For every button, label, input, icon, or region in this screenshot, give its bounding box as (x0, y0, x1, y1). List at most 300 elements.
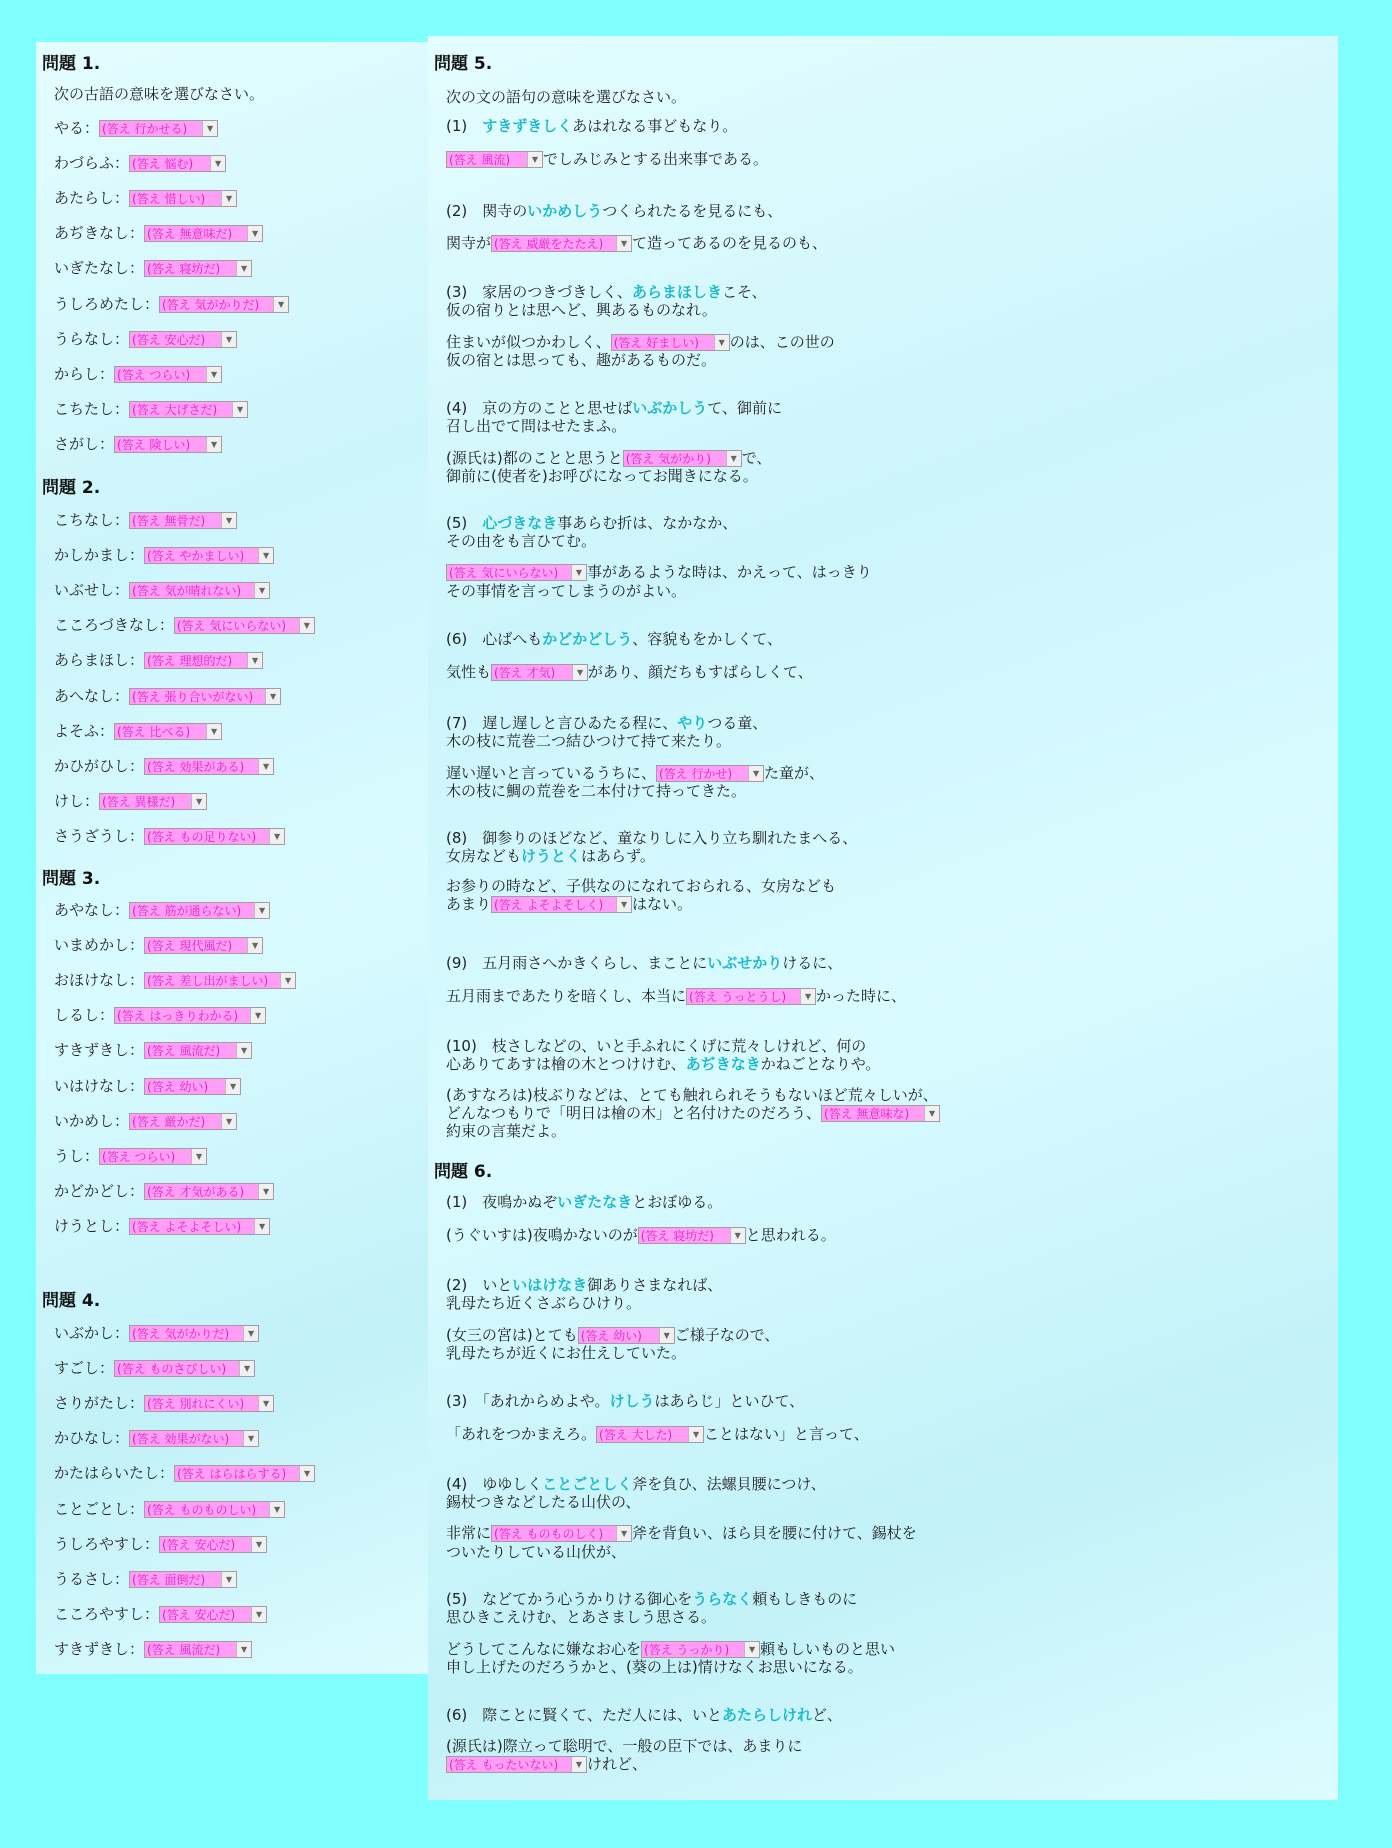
answer-value: (答え 異様だ) (102, 794, 176, 809)
answer-select[interactable] (611, 334, 730, 351)
chevron-down-icon[interactable]: ▼ (744, 1642, 759, 1657)
answer-value: (答え 厳かだ) (132, 1114, 206, 1129)
answer-select[interactable] (129, 512, 237, 529)
translation-line (446, 1425, 869, 1444)
chevron-down-icon[interactable]: ▼ (221, 1572, 236, 1587)
chevron-down-icon[interactable]: ▼ (730, 1228, 745, 1243)
chevron-down-icon[interactable]: ▼ (210, 156, 225, 171)
text: た童が、 (764, 764, 825, 782)
answer-value: (答え 才気がある) (147, 1184, 245, 1199)
chevron-down-icon[interactable]: ▼ (221, 191, 236, 206)
answer-value: (答え 風流だ) (147, 1044, 221, 1059)
highlight-word: あぢきなき (685, 1055, 761, 1073)
answer-select[interactable] (144, 758, 274, 775)
vocab-row (54, 615, 315, 635)
text: (6) 心ばへも (446, 630, 543, 648)
chevron-down-icon[interactable]: ▼ (616, 236, 631, 251)
vocab-row (54, 258, 252, 278)
original-sentence (446, 630, 782, 649)
chevron-down-icon[interactable]: ▼ (273, 297, 288, 312)
original-sentence (446, 954, 842, 973)
answer-value: (答え 険しい) (117, 437, 191, 452)
text: あまり (446, 895, 492, 913)
vocab-word: いはけなし： (54, 1076, 145, 1095)
vocab-word: さりがたし： (54, 1394, 145, 1413)
text: (10) 枝さしなどの、いと手ふれにくげに荒々しけれど、何の (446, 1037, 867, 1055)
answer-select[interactable] (99, 793, 207, 810)
answer-value: (答え 気にいらない) (449, 566, 559, 580)
text: はない。 (632, 895, 693, 913)
highlight-word: いはけなき (512, 1276, 588, 1294)
text: (8) 御参りのほどなど、童なりしに入り立ち馴れたまへる、 (446, 829, 858, 847)
text: 仮の宿りとは思へど、興あるものなれ。 (446, 301, 717, 319)
text: 御ありさまなれば、 (587, 1276, 723, 1294)
chevron-down-icon[interactable]: ▼ (714, 335, 729, 350)
highlight-word: うらなく (692, 1590, 753, 1608)
vocab-row (54, 1146, 207, 1166)
text: つくられたるを見るにも、 (602, 202, 783, 220)
answer-value: (答え ものものしく) (494, 1527, 604, 1541)
translation-line (446, 351, 716, 370)
q5-title: 問題 5. (434, 54, 493, 74)
answer-select[interactable] (144, 652, 263, 669)
answer-select[interactable] (638, 1227, 746, 1244)
text: けるに、 (782, 954, 843, 972)
answer-select[interactable] (129, 190, 237, 207)
chevron-down-icon[interactable]: ▼ (299, 618, 314, 633)
vocab-word: すきずきし： (54, 1041, 145, 1060)
answer-select[interactable] (491, 896, 632, 913)
chevron-down-icon[interactable]: ▼ (225, 1079, 240, 1094)
answer-select[interactable] (446, 1756, 587, 1773)
answer-select[interactable] (656, 765, 764, 782)
text: つる童、 (707, 714, 768, 732)
chevron-down-icon[interactable]: ▼ (247, 226, 262, 241)
vocab-row (54, 1639, 252, 1659)
vocab-row (54, 686, 281, 706)
vocab-word: あぢきなし： (54, 224, 145, 243)
text: ど、 (811, 1706, 842, 1724)
answer-select[interactable] (129, 688, 281, 705)
original-sentence (446, 1193, 722, 1212)
translation-line (446, 1543, 626, 1562)
chevron-down-icon[interactable]: ▼ (748, 766, 763, 781)
chevron-down-icon[interactable]: ▼ (221, 513, 236, 528)
answer-value: (答え 比べる) (117, 724, 191, 739)
highlight-word: けうとく (521, 847, 582, 865)
chevron-down-icon[interactable]: ▼ (247, 653, 262, 668)
text: 乳母たちが近くにお仕えしていた。 (446, 1344, 687, 1362)
answer-select[interactable] (114, 723, 222, 740)
answer-select[interactable] (129, 902, 270, 919)
translation-line (446, 782, 746, 801)
translation-line (446, 895, 692, 914)
original-sentence (446, 399, 782, 418)
chevron-down-icon[interactable]: ▼ (254, 1219, 269, 1234)
text: 住まいが似つかわしく、 (446, 333, 611, 351)
answer-select[interactable] (144, 547, 274, 564)
text: お参りの時など、子供なのになれておられる、女房なども (446, 877, 837, 895)
chevron-down-icon[interactable]: ▼ (243, 1431, 258, 1446)
translation-line (446, 1226, 836, 1245)
chevron-down-icon[interactable]: ▼ (280, 973, 295, 988)
text: があり、顔だちもすばらしくて、 (588, 663, 813, 681)
answer-select[interactable] (174, 617, 315, 634)
chevron-down-icon[interactable]: ▼ (247, 938, 262, 953)
q1-title: 問題 1. (42, 54, 101, 74)
original-sentence (446, 532, 596, 551)
text: 召し出でて問はせたまふ。 (446, 417, 627, 435)
original-sentence (446, 117, 737, 136)
vocab-row (54, 1181, 274, 1201)
vocab-row (54, 545, 274, 565)
text: その事情を言ってしまうのがよい。 (446, 582, 687, 600)
chevron-down-icon[interactable]: ▼ (202, 121, 217, 136)
answer-select[interactable] (144, 828, 285, 845)
vocab-word: いぎたなし： (54, 259, 145, 278)
highlight-word: あらまほしき (631, 283, 722, 301)
original-sentence (446, 417, 626, 436)
text: て造ってあるのを見るのも、 (632, 234, 828, 252)
vocab-row (54, 1111, 237, 1131)
translation-line (446, 764, 824, 783)
chevron-down-icon[interactable]: ▼ (250, 1008, 265, 1023)
original-sentence (446, 1294, 641, 1313)
text: どんなつもりで「明日は檜の木」と名付けたのだろう、 (446, 1104, 822, 1122)
chevron-down-icon[interactable]: ▼ (258, 1396, 273, 1411)
highlight-word: ことごとしく (542, 1475, 633, 1493)
translation-line (446, 663, 813, 682)
highlight-word: 心づきなき (482, 514, 558, 532)
chevron-down-icon[interactable]: ▼ (254, 583, 269, 598)
chevron-down-icon[interactable]: ▼ (571, 565, 586, 580)
answer-select[interactable] (159, 1536, 267, 1553)
answer-select[interactable] (821, 1105, 940, 1122)
answer-select[interactable] (596, 1426, 704, 1443)
answer-value: (答え 気がかりだ) (132, 1327, 230, 1341)
text: ついたりしている山伏が、 (446, 1543, 627, 1561)
original-sentence (446, 1475, 826, 1494)
chevron-down-icon[interactable]: ▼ (258, 548, 273, 563)
chevron-down-icon[interactable]: ▼ (659, 1328, 674, 1343)
vocab-row (54, 1499, 285, 1519)
vocab-row (54, 1428, 259, 1448)
answer-select[interactable] (144, 972, 296, 989)
answer-select[interactable] (99, 1148, 207, 1165)
vocab-row (54, 153, 226, 173)
text: 木の枝に鯛の荒巻を二本付けて持ってきた。 (446, 782, 747, 800)
vocab-row (54, 580, 270, 600)
translation-line (446, 582, 686, 601)
answer-select[interactable] (159, 296, 289, 313)
chevron-down-icon[interactable]: ▼ (616, 897, 631, 912)
answer-select[interactable] (144, 937, 263, 954)
text: かった時に、 (816, 987, 907, 1005)
vocab-row (54, 329, 237, 349)
chevron-down-icon[interactable]: ▼ (571, 1757, 586, 1772)
text: (2) 関寺の (446, 202, 528, 220)
answer-value: (答え 才気) (494, 666, 556, 680)
chevron-down-icon[interactable]: ▼ (251, 1537, 266, 1552)
vocab-word: わづらふ： (54, 154, 130, 173)
answer-value: (答え よそよそしい) (132, 1219, 242, 1234)
vocab-row (54, 1534, 267, 1554)
answer-select[interactable] (114, 1360, 255, 1377)
highlight-word: いぶせかり (707, 954, 783, 972)
vocab-row (54, 1323, 259, 1343)
text: 斧を負ひ、法螺貝腰につけ、 (632, 1475, 826, 1493)
text: 五月雨まであたりを暗くし、本当に (446, 987, 687, 1005)
text: (うぐいすは)夜鳴かないのが (446, 1226, 638, 1244)
text: (7) 遅し遅しと言ひゐたる程に、 (446, 714, 678, 732)
answer-select[interactable] (491, 235, 632, 252)
answer-value: (答え 悩む) (132, 157, 194, 172)
answer-select[interactable] (144, 1501, 285, 1518)
chevron-down-icon[interactable]: ▼ (572, 665, 587, 680)
chevron-down-icon[interactable]: ▼ (269, 829, 284, 844)
highlight-word: いかめしう (527, 202, 603, 220)
answer-value: (答え 無意味だ) (147, 227, 233, 242)
chevron-down-icon[interactable]: ▼ (206, 367, 221, 382)
answer-select[interactable] (129, 331, 237, 348)
answer-select[interactable] (144, 1395, 274, 1412)
translation-line (446, 449, 771, 468)
chevron-down-icon[interactable]: ▼ (258, 1184, 273, 1199)
vocab-row (54, 1569, 237, 1589)
text: 関寺が (446, 234, 492, 252)
answer-select[interactable] (144, 260, 252, 277)
answer-select[interactable] (129, 1113, 237, 1130)
answer-value: (答え 風流だ) (147, 1642, 221, 1657)
answer-value: (答え 効果がない) (132, 1432, 230, 1447)
vocab-word: おほけなし： (54, 971, 145, 990)
original-sentence (446, 1706, 842, 1725)
text: 頼もしきものに (752, 1590, 858, 1608)
original-sentence (446, 1590, 857, 1609)
chevron-down-icon[interactable]: ▼ (236, 261, 251, 276)
original-sentence (446, 283, 767, 302)
vocab-word: うらなし： (54, 329, 130, 348)
q1-instruction: 次の古語の意味を選びなさい。 (54, 85, 265, 103)
text: 心ありてあすは檜の木とつけけむ、 (446, 1055, 686, 1073)
answer-value: (答え 安心だ) (162, 1537, 236, 1552)
answer-value: (答え 筋が通らない) (132, 904, 242, 918)
answer-select[interactable] (446, 564, 587, 581)
vocab-row (54, 756, 274, 776)
text: 事があるような時は、かえって、はっきり (587, 563, 872, 581)
text: (6) 際ことに賢くて、ただ人には、いと (446, 1706, 722, 1724)
vocab-row (54, 1076, 241, 1096)
original-sentence (446, 1037, 866, 1056)
vocab-row (54, 1463, 315, 1483)
vocab-row (54, 399, 248, 419)
vocab-word: こころづきなし： (54, 616, 174, 635)
answer-value: (答え 風流) (449, 153, 511, 167)
text: 事あらむ折は、なかなか、 (557, 514, 738, 532)
vocab-word: けうとし： (54, 1216, 130, 1235)
original-sentence (446, 1493, 640, 1512)
chevron-down-icon[interactable]: ▼ (236, 1043, 251, 1058)
answer-value: (答え 安心だ) (162, 1607, 236, 1622)
text: こそ、 (721, 283, 767, 301)
chevron-down-icon[interactable]: ▼ (924, 1106, 939, 1121)
chevron-down-icon[interactable]: ▼ (236, 1642, 251, 1657)
answer-select[interactable] (99, 120, 218, 137)
vocab-word: こころやすし： (54, 1604, 160, 1623)
answer-select[interactable] (129, 401, 248, 418)
chevron-down-icon[interactable]: ▼ (299, 1466, 314, 1481)
translation-line (446, 1737, 802, 1756)
answer-select[interactable] (144, 225, 263, 242)
text: 錫杖つきなどしたる山伏の、 (446, 1493, 641, 1511)
text: 女房なども (446, 847, 522, 865)
text: 気性も (446, 663, 492, 681)
translation-line (446, 467, 758, 486)
answer-select[interactable] (174, 1465, 315, 1482)
vocab-word: やる： (54, 119, 100, 137)
vocab-row (54, 118, 218, 138)
highlight-word: やり (677, 714, 708, 732)
translation-line (446, 1524, 917, 1543)
highlight-word: いぶかしう (632, 399, 708, 417)
chevron-down-icon[interactable]: ▼ (191, 1149, 206, 1164)
translation-line (446, 1755, 647, 1774)
answer-select[interactable] (686, 988, 816, 1005)
vocab-word: からし： (54, 364, 115, 383)
original-sentence (446, 1392, 804, 1411)
answer-value: (答え 寝坊だ) (147, 262, 221, 277)
answer-select[interactable] (159, 1606, 267, 1623)
answer-select[interactable] (114, 1007, 266, 1024)
vocab-word: かたはらいたし： (54, 1464, 175, 1483)
vocab-word: しるし： (54, 1006, 115, 1025)
answer-value: (答え 現代風だ) (147, 939, 233, 954)
vocab-word: かどかどし： (54, 1181, 145, 1200)
answer-value: (答え やかましい) (147, 549, 245, 564)
q5-instruction: 次の文の語句の意味を選びなさい。 (446, 88, 687, 106)
chevron-down-icon[interactable]: ▼ (232, 402, 247, 417)
chevron-down-icon[interactable]: ▼ (251, 1607, 266, 1622)
chevron-down-icon[interactable]: ▼ (269, 1502, 284, 1517)
text: (源氏は)都のことと思うと (446, 449, 623, 467)
answer-value: (答え うっとうし) (689, 990, 787, 1004)
answer-select[interactable] (623, 450, 742, 467)
answer-select[interactable] (446, 151, 543, 168)
text: あはれなる事どもなり。 (572, 117, 738, 135)
vocab-row (54, 294, 289, 314)
chevron-down-icon[interactable]: ▼ (726, 451, 741, 466)
text: (女三の宮は)とても (446, 1326, 578, 1344)
chevron-down-icon[interactable]: ▼ (527, 152, 542, 167)
vocab-word: あやなし： (54, 901, 130, 919)
vocab-row (54, 791, 207, 811)
chevron-down-icon[interactable]: ▼ (616, 1526, 631, 1541)
text: はあらじ」といひて、 (654, 1392, 805, 1410)
chevron-down-icon[interactable]: ▼ (258, 759, 273, 774)
answer-select[interactable] (144, 1078, 241, 1095)
text: 御前に(使者を)お呼びになってお聞きになる。 (446, 467, 758, 485)
answer-value: (答え つらい) (102, 1149, 176, 1164)
chevron-down-icon[interactable]: ▼ (191, 794, 206, 809)
text: (2) いと (446, 1276, 513, 1294)
answer-value: (答え 別れにくい) (147, 1397, 245, 1412)
answer-select[interactable] (491, 664, 588, 681)
answer-value: (答え うっかり) (644, 1643, 730, 1657)
q6-title: 問題 6. (434, 1162, 493, 1182)
answer-select[interactable] (144, 1183, 274, 1200)
vocab-row (54, 434, 222, 454)
chevron-down-icon[interactable]: ▼ (254, 903, 269, 918)
answer-select[interactable] (129, 1325, 259, 1342)
original-sentence (446, 714, 767, 733)
chevron-down-icon[interactable]: ▼ (221, 332, 236, 347)
q2-title: 問題 2. (42, 478, 101, 498)
answer-value: (答え 寝坊だ) (640, 1229, 714, 1243)
answer-select[interactable] (578, 1327, 675, 1344)
text: ことはない」と言って、 (704, 1425, 869, 1443)
original-sentence (446, 514, 737, 533)
text: のは、この世の (729, 333, 835, 351)
answer-select[interactable] (491, 1525, 632, 1542)
answer-select[interactable] (144, 1042, 252, 1059)
answer-value: (答え 幼い) (580, 1329, 642, 1343)
translation-line (446, 234, 827, 253)
original-sentence (446, 847, 655, 866)
vocab-word: ことごとし： (54, 1499, 145, 1518)
vocab-row (54, 970, 296, 990)
answer-select[interactable] (114, 366, 222, 383)
translation-line (446, 1122, 566, 1141)
text: 非常に (446, 1524, 492, 1542)
chevron-down-icon[interactable]: ▼ (206, 724, 221, 739)
chevron-down-icon[interactable]: ▼ (800, 989, 815, 1004)
chevron-down-icon[interactable]: ▼ (239, 1361, 254, 1376)
text: と思われる。 (745, 1226, 836, 1244)
answer-value: (答え 面倒だ) (132, 1572, 206, 1587)
vocab-row (54, 1216, 270, 1236)
answer-select[interactable] (641, 1641, 760, 1658)
answer-select[interactable] (129, 1430, 259, 1447)
answer-select[interactable] (144, 1641, 252, 1658)
text: (4) 京の方のことと思せば (446, 399, 633, 417)
answer-value: (答え 効果がある) (147, 759, 245, 774)
chevron-down-icon[interactable]: ▼ (221, 1114, 236, 1129)
chevron-down-icon[interactable]: ▼ (243, 1326, 258, 1341)
chevron-down-icon[interactable]: ▼ (688, 1427, 703, 1442)
answer-select[interactable] (129, 1571, 237, 1588)
text: (1) (446, 117, 483, 135)
vocab-word: こちなし： (54, 511, 130, 529)
translation-line (446, 563, 872, 582)
text: 頼もしいものと思い (760, 1640, 896, 1658)
answer-select[interactable] (129, 155, 226, 172)
vocab-row (54, 1005, 266, 1025)
vocab-word: うるさし： (54, 1569, 130, 1588)
answer-select[interactable] (129, 1218, 270, 1235)
vocab-word: すきずきし： (54, 1639, 145, 1658)
answer-value: (答え 惜しい) (132, 192, 206, 207)
translation-line (446, 333, 835, 352)
chevron-down-icon[interactable]: ▼ (206, 437, 221, 452)
text: 思ひきこえけむ、とあさましう思さる。 (446, 1608, 717, 1626)
text: (4) ゆゆしく (446, 1475, 543, 1493)
vocab-word: いまめかし： (54, 936, 145, 955)
answer-select[interactable] (129, 582, 270, 599)
vocab-row (54, 900, 270, 920)
chevron-down-icon[interactable]: ▼ (265, 689, 280, 704)
answer-select[interactable] (114, 436, 222, 453)
text: ご様子なので、 (674, 1326, 780, 1344)
